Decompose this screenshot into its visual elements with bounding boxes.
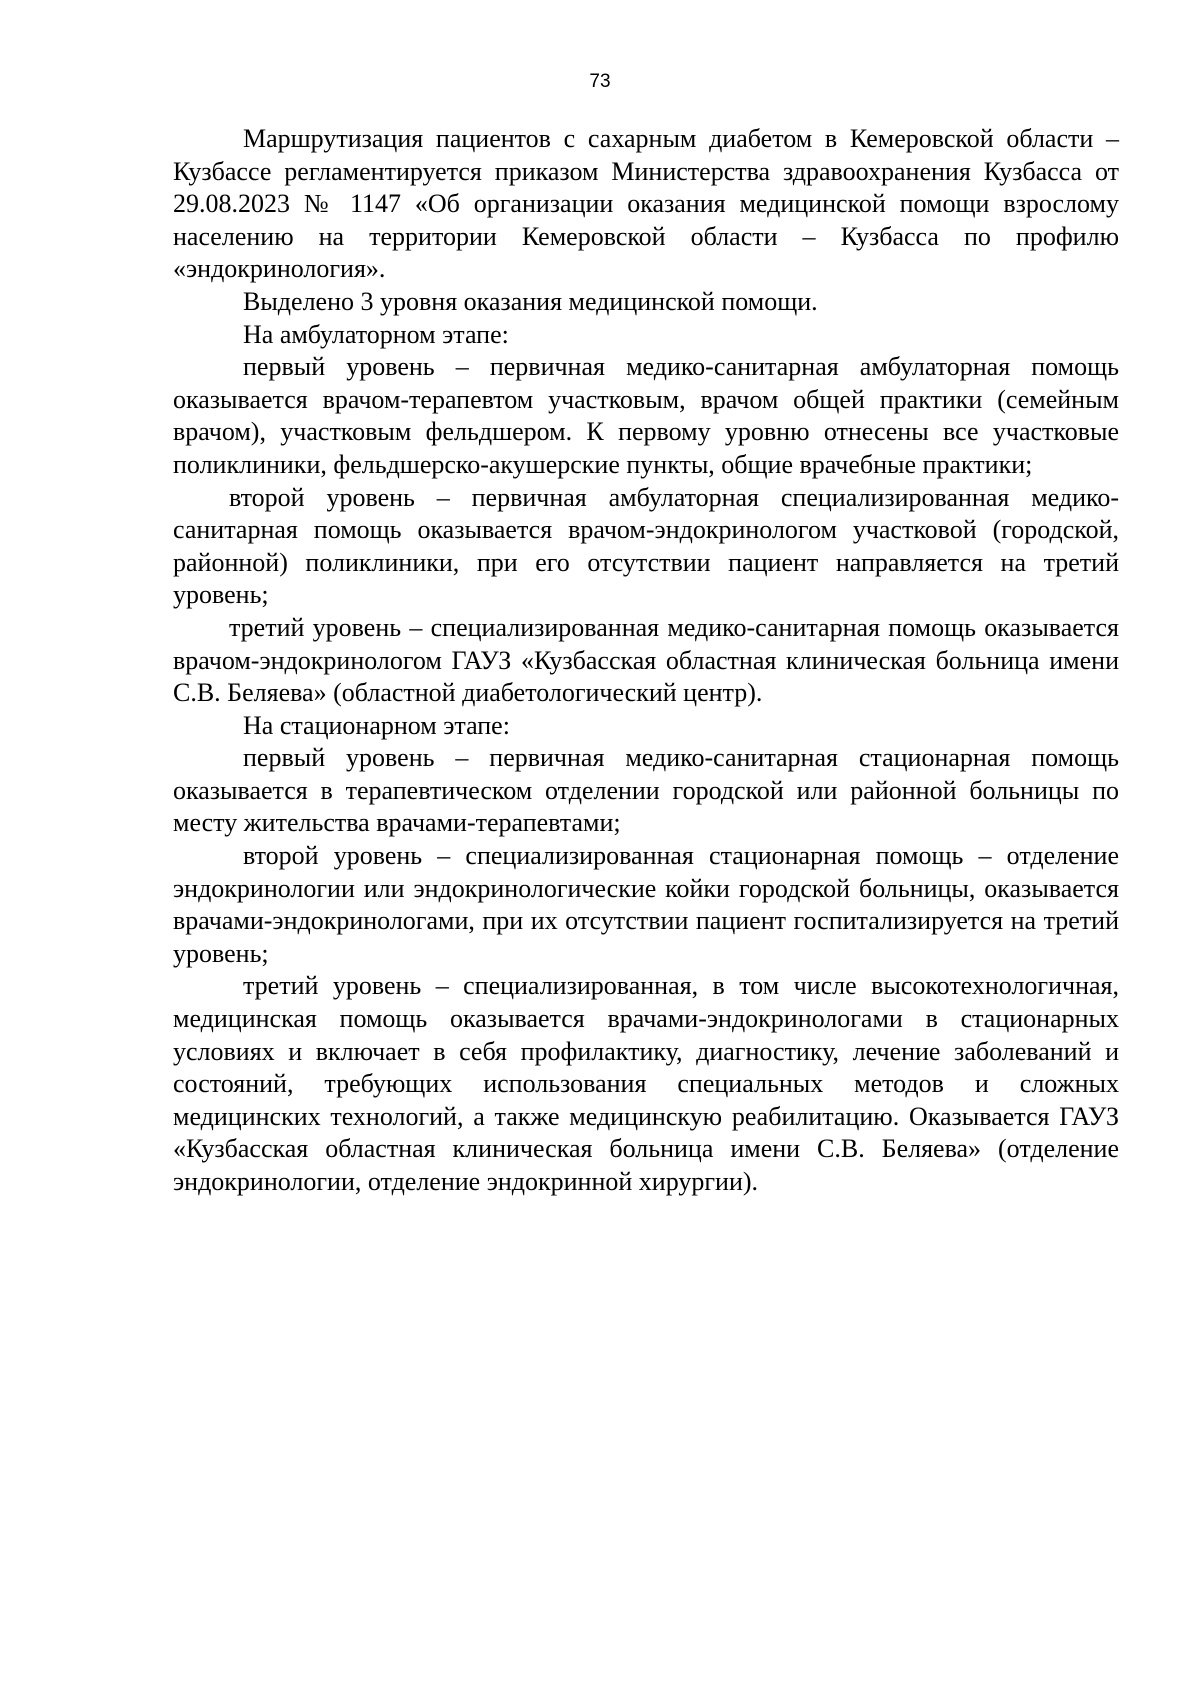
paragraph-routing-order: Маршрутизация пациентов с сахарным диабетом в Кемеровской области – Кузбассе регламентируется приказом Министерства здравоохранения Кузбасса от 29.08.2023 № 1147 «Об организации оказания медицинской помощи взрослому населению на территории Кемеровской области – Кузбасса по профилю «эндокринология». <box>173 124 1119 284</box>
paragraph-outpatient-level-2: второй уровень – первичная амбулаторная специализированная медико-санитарная помощь оказывается врачом-эндокринологом участковой (городской, районной) поликлиники, при его отсутствии пациент направляется на третий уровень; <box>173 482 1119 610</box>
document-body <box>173 123 1119 1199</box>
paragraph-care-levels: Выделено 3 уровня оказания медицинской помощи. <box>243 286 818 316</box>
heading-outpatient-stage: На амбулаторном этапе: <box>243 319 509 349</box>
paragraph-outpatient-level-1: первый уровень – первичная медико-санитарная амбулаторная помощь оказывается врачом-терапевтом участковым, врачом общей практики (семейным врачом), участковым фельдшером. К первому уровню отнесены все участковые поликлиники, фельдшерско-акушерские пункты, общие врачебные практики; <box>173 352 1119 479</box>
paragraph-inpatient-level-1: первый уровень – первичная медико-санитарная стационарная помощь оказывается в терапевтическом отделении городской или районной больницы по месту жительства врачами-терапевтами; <box>173 743 1119 838</box>
paragraph-inpatient-level-3: третий уровень – специализированная, в том числе высокотехнологичная, медицинская помощь оказывается врачами-эндокринологами в стационарных условиях и включает в себя профилактику, диагностику, лечение заболеваний и состояний, требующих использования специальных методов и сложных медицинских технологий, а также медицинскую реабилитацию. Оказывается ГАУЗ «Кузбасская областная клиническая больница имени С.В. Беляева» (отделение эндокринологии, отделение эндокринной хирургии). <box>173 971 1119 1196</box>
page-number: 73 <box>589 71 611 92</box>
paragraph-outpatient-level-3: третий уровень – специализированная медико-санитарная помощь оказывается врачом-эндокринологом ГАУЗ «Кузбасская областная клиническая больница имени С.В. Беляева» (областной диабетологический центр). <box>173 612 1119 708</box>
heading-inpatient-stage: На стационарном этапе: <box>243 710 510 740</box>
paragraph-inpatient-level-2: второй уровень – специализированная стационарная помощь – отделение эндокринологии или эндокринологические койки городской больницы, оказывается врачами-эндокринологами, при их отсутствии пациент госпитализируется на третий уровень; <box>173 841 1119 968</box>
